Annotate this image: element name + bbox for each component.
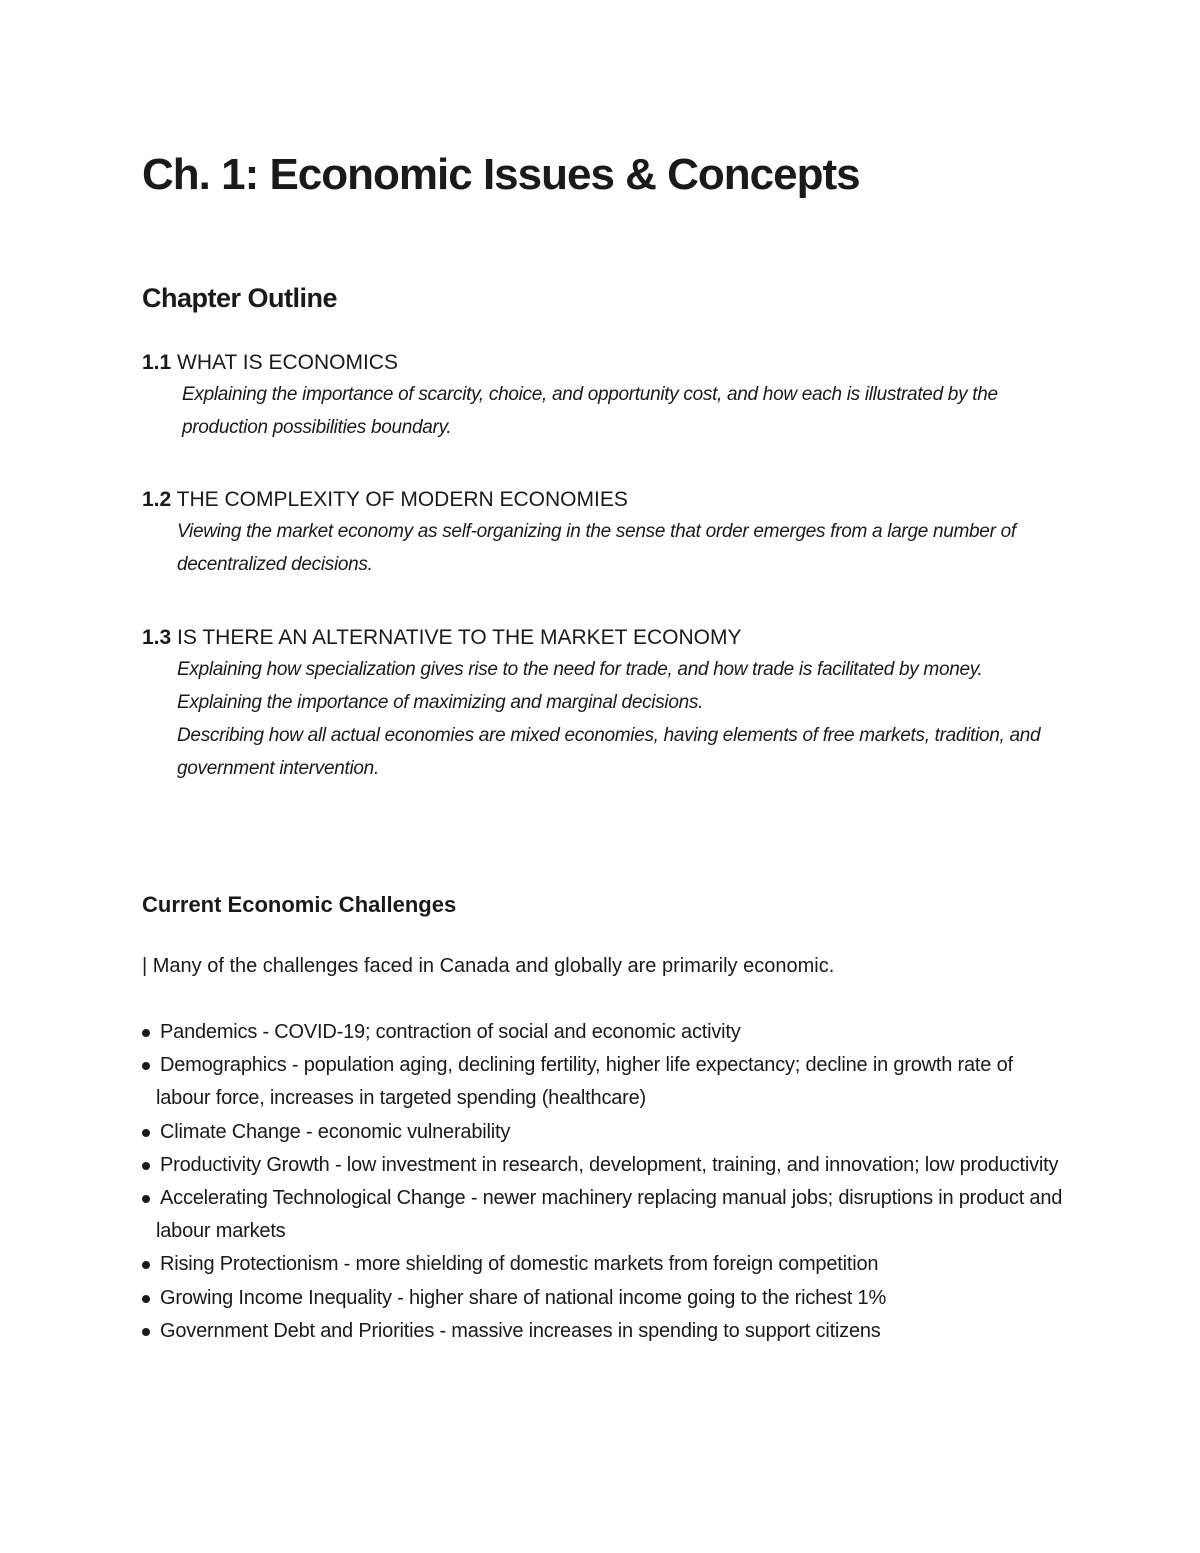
outline-section-1-2 [142,485,1082,581]
page-title: Ch. 1: Economic Issues & Concepts [142,150,860,199]
section-heading [142,623,1082,653]
list-item-text: Productivity Growth - low investment in research, development, training, and innovation; low productivity [160,1153,1059,1176]
challenges-list [142,1016,1072,1348]
bullet-icon [142,1195,150,1203]
challenges-intro: | Many of the challenges faced in Canada and globally are primarily economic. [142,955,835,977]
list-item [142,1282,1072,1315]
list-item-text: Growing Income Inequality - higher share of national income going to the richest 1% [160,1286,887,1309]
list-item [142,1049,1072,1115]
bullet-icon [142,1295,150,1303]
chapter-outline-heading: Chapter Outline [142,283,338,313]
bullet-icon [142,1328,150,1336]
description-line: Describing how all actual economies are mixed economies, having elements of free markets, tradition, and government intervention. [177,725,1041,779]
list-item-text: Rising Protectionism - more shielding of domestic markets from foreign competition [160,1253,879,1276]
description-line: Viewing the market economy as self-organizing in the sense that order emerges from a large number of decentralized decisions. [177,521,1016,575]
section-title: WHAT IS ECONOMICS [177,351,398,374]
list-item [142,1016,1072,1049]
list-item [142,1315,1072,1348]
section-description [182,378,1012,444]
list-item-text: Government Debt and Priorities - massive increases in spending to support citizens [160,1319,881,1342]
section-number: 1.1 [142,351,172,374]
bullet-icon [142,1062,150,1070]
section-title: THE COMPLEXITY OF MODERN ECONOMIES [176,488,628,511]
list-item-text: Accelerating Technological Change - newer machinery replacing manual jobs; disruptions in product and labour markets [156,1187,1063,1243]
outline-section-1-1 [142,348,1082,444]
list-item-text: Demographics - population aging, declining fertility, higher life expectancy; decline in growth rate of labour force, increases in targeted spending (healthcare) [156,1054,1013,1110]
bullet-icon [142,1261,150,1269]
current-challenges-heading: Current Economic Challenges [142,892,457,917]
list-item [142,1149,1072,1182]
section-description [177,653,1067,785]
list-item [142,1248,1072,1281]
bullet-icon [142,1129,150,1137]
outline-section-1-3 [142,623,1082,785]
list-item [142,1182,1072,1248]
description-line: Explaining the importance of maximizing and marginal decisions. [177,692,704,713]
list-item-text: Pandemics - COVID-19; contraction of social and economic activity [160,1021,741,1043]
bullet-icon [142,1162,150,1170]
section-number: 1.2 [142,488,172,511]
list-item-text: Climate Change - economic vulnerability [160,1120,511,1143]
section-number: 1.3 [142,626,172,649]
section-title: IS THERE AN ALTERNATIVE TO THE MARKET ECONOMY [177,626,742,649]
list-item [142,1116,1072,1149]
description-line: Explaining the importance of scarcity, choice, and opportunity cost, and how each is illustrated by the production possibilities boundary. [182,384,998,438]
section-heading [142,485,1082,515]
description-line: Explaining how specialization gives rise to the need for trade, and how trade is facilitated by money. [177,659,983,680]
section-description [177,515,1032,581]
section-heading [142,348,1082,378]
bullet-icon [142,1029,150,1037]
